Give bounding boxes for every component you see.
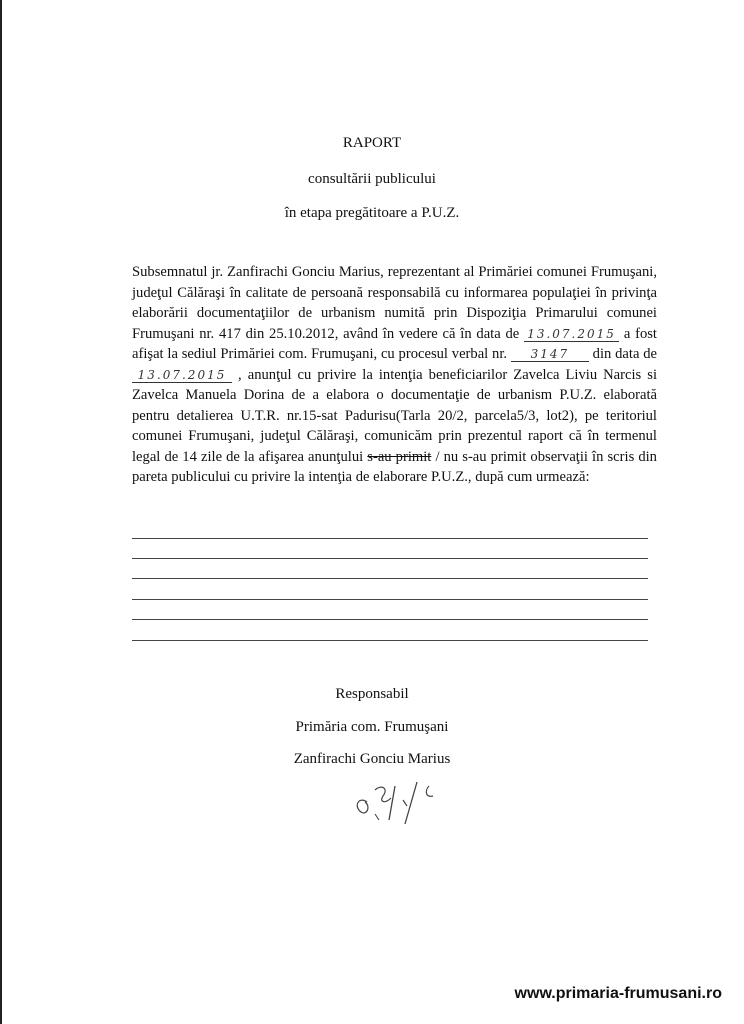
handwritten-date-2: 13.07.2015 (132, 369, 232, 383)
blank-line (132, 538, 648, 539)
body-text-4: , anunţul cu privire la intenţia beneficiarilor Zavelca Liviu Narcis si Zavelca Manuela Dorina de a elabora o documentaţie de urbanism P.U.Z. elaborată pentru detalierea U.T.R. nr.15-sat Padurisu(Tarla 20/2, parcela5/3, lot2), pe teritoriul comunei Frumuşani, judeţul Călăraşi, comunicăm prin prezentul raport că în termenul legal de 14 zile de la afişarea anunţului (132, 366, 658, 465)
document-subtitle-stage: în etapa pregătitoare a P.U.Z. (284, 205, 460, 221)
signature-institution: Primăria com. Frumuşani (295, 719, 449, 735)
handwritten-signature (345, 772, 450, 832)
website-footer: www.primaria-frumusani.ro (514, 985, 722, 1002)
blank-line (132, 619, 648, 620)
blank-line (132, 640, 648, 641)
report-paragraph (132, 262, 657, 488)
handwritten-number: 3147 (511, 348, 589, 362)
body-text-3: din data de (592, 346, 658, 362)
body-text-1: Subsemnatul jr. Zanfirachi Gonciu Marius, reprezentant al Primăriei comunei Frumuşani, judeţul Călăraşi în calitate de persoană responsabilă cu informarea populaţiei în privinţa elaborării documentaţiilor de urbanism numită prin Dispoziţia Primarului comunei Frumuşani nr. 417 din 25.10.2012, având în vedere că în data de (132, 264, 657, 342)
signature-role: Responsabil (335, 686, 409, 702)
document-subtitle: consultării publicului (308, 171, 436, 187)
struck-text: s-au primit (367, 448, 432, 465)
blank-line (132, 558, 648, 559)
body-text-2: a fost afişat la sediul Primăriei com. Frumuşani, cu procesul verbal nr. (132, 325, 657, 362)
page-edge-line (0, 0, 2, 1024)
blank-line (132, 578, 648, 579)
signature-name: Zanfirachi Gonciu Marius (293, 751, 451, 767)
handwritten-date-1: 13.07.2015 (524, 328, 619, 342)
document-title: RAPORT (342, 135, 402, 151)
blank-line (132, 599, 648, 600)
body-text-5: / nu s-au primit observaţii în scris din pareta publicului cu privire la intenţia de elaborare P.U.Z., după cum urmează: (132, 448, 657, 485)
report-body (132, 262, 657, 488)
